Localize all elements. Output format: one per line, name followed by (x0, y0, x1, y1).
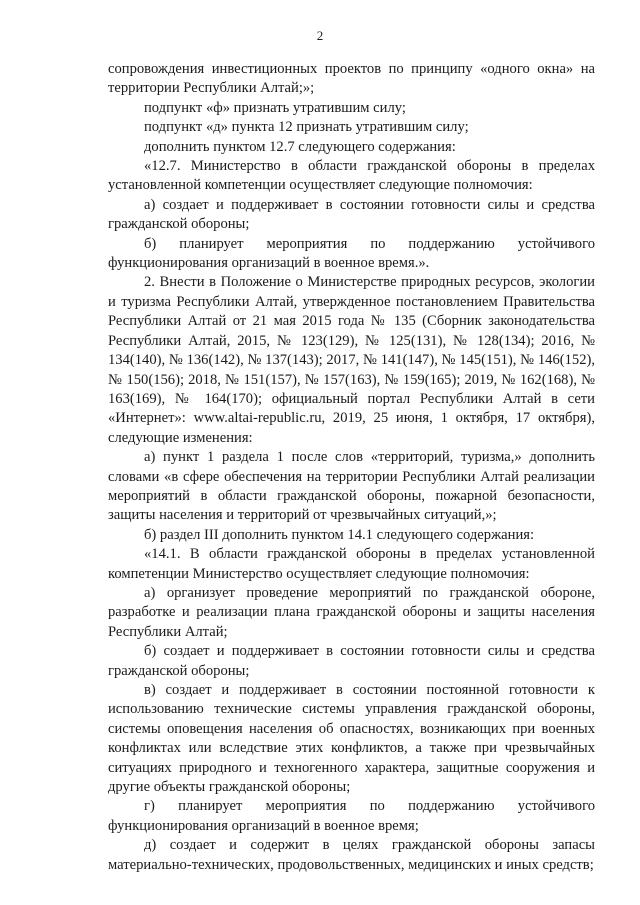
paragraph-14-1-g: г) планирует мероприятия по поддержанию устойчивого функционирования организаций в военное время; (108, 798, 595, 834)
paragraph-12-7-b: б) планирует мероприятия по поддержанию устойчивого функционирования организаций в военное время.». (108, 235, 595, 272)
paragraph-item-2-a: а) пункт 1 раздела 1 после слов «территорий, туризма,» дополнить словами «в сфере обеспечения на территории Республики Алтай реализации мероприятий в области гражданской обороны, пожарной безопасности, защиты населения и территорий от чрезвычайных ситуаций,»; (108, 449, 595, 524)
paragraph-subpoint-d-repeal: подпункт «д» пункта 12 признать утратившим силу; (144, 119, 469, 136)
paragraph-12-7: «12.7. Министерство в области гражданской обороны в пределах установленной компетенции осуществляет следующие полномочия: (108, 158, 595, 194)
paragraph-item-2: 2. Внести в Положение о Министерстве природных ресурсов, экологии и туризма Республики Алтай, утвержденное постановлением Правительства Республики Алтай от 21 мая 2015 года № 135 (Сборник законодательства Республики Алтай, 2015, № 123(129), № 125(131), № 128(134); 2016, № 134(140), № 136(142), № 137(143); 2017, № 141(147), № 145(151), № 146(152), № 150(156); 2018, № 151(157), № 157(163), № 159(165); 2019, № 162(168), № 163(169), № 164(170); официальный портал Республики Алтай в сети «Интернет»: www.altai-republic.ru, 2019, 25 июня, 1 октября, 17 октября), следующие изменения: (108, 274, 595, 446)
paragraph-continuation: сопровождения инвестиционных проектов по принципу «одного окна» на территории Республики Алтай;»; (108, 61, 595, 97)
paragraph-subpoint-f-repeal: подпункт «ф» признать утратившим силу; (144, 99, 406, 116)
paragraph-12-7-a: а) создает и поддерживает в состоянии готовности силы и средства гражданской обороны; (108, 196, 595, 233)
paragraph-14-1: «14.1. В области гражданской обороны в пределах установленной компетенции Министерство осуществляет следующие полномочия: (108, 546, 595, 582)
document-body (108, 60, 595, 875)
paragraph-14-1-b: б) создает и поддерживает в состоянии готовности силы и средства гражданской обороны; (108, 643, 595, 679)
paragraph-14-1-d: д) создает и содержит в целях гражданской обороны запасы материально-технических, продовольственных, медицинских и иных средств; (108, 837, 595, 873)
paragraph-add-12-7: дополнить пунктом 12.7 следующего содержания: (144, 138, 456, 155)
page-number: 2 (316, 28, 324, 43)
paragraph-14-1-a: а) организует проведение мероприятий по гражданской обороне, разработке и реализации плана гражданской обороны и защиты населения Республики Алтай; (108, 584, 595, 640)
paragraph-14-1-v: в) создает и поддерживает в состоянии постоянной готовности к использованию технические системы управления гражданской обороны, системы оповещения населения об опасностях, возникающих при военных конфликтах или вследствие этих конфликтов, а также при чрезвычайных ситуациях природного и техногенного характера, защитные сооружения и другие объекты гражданской обороны; (108, 682, 595, 796)
paragraph-item-2-b: б) раздел III дополнить пунктом 14.1 следующего содержания: (144, 526, 535, 543)
